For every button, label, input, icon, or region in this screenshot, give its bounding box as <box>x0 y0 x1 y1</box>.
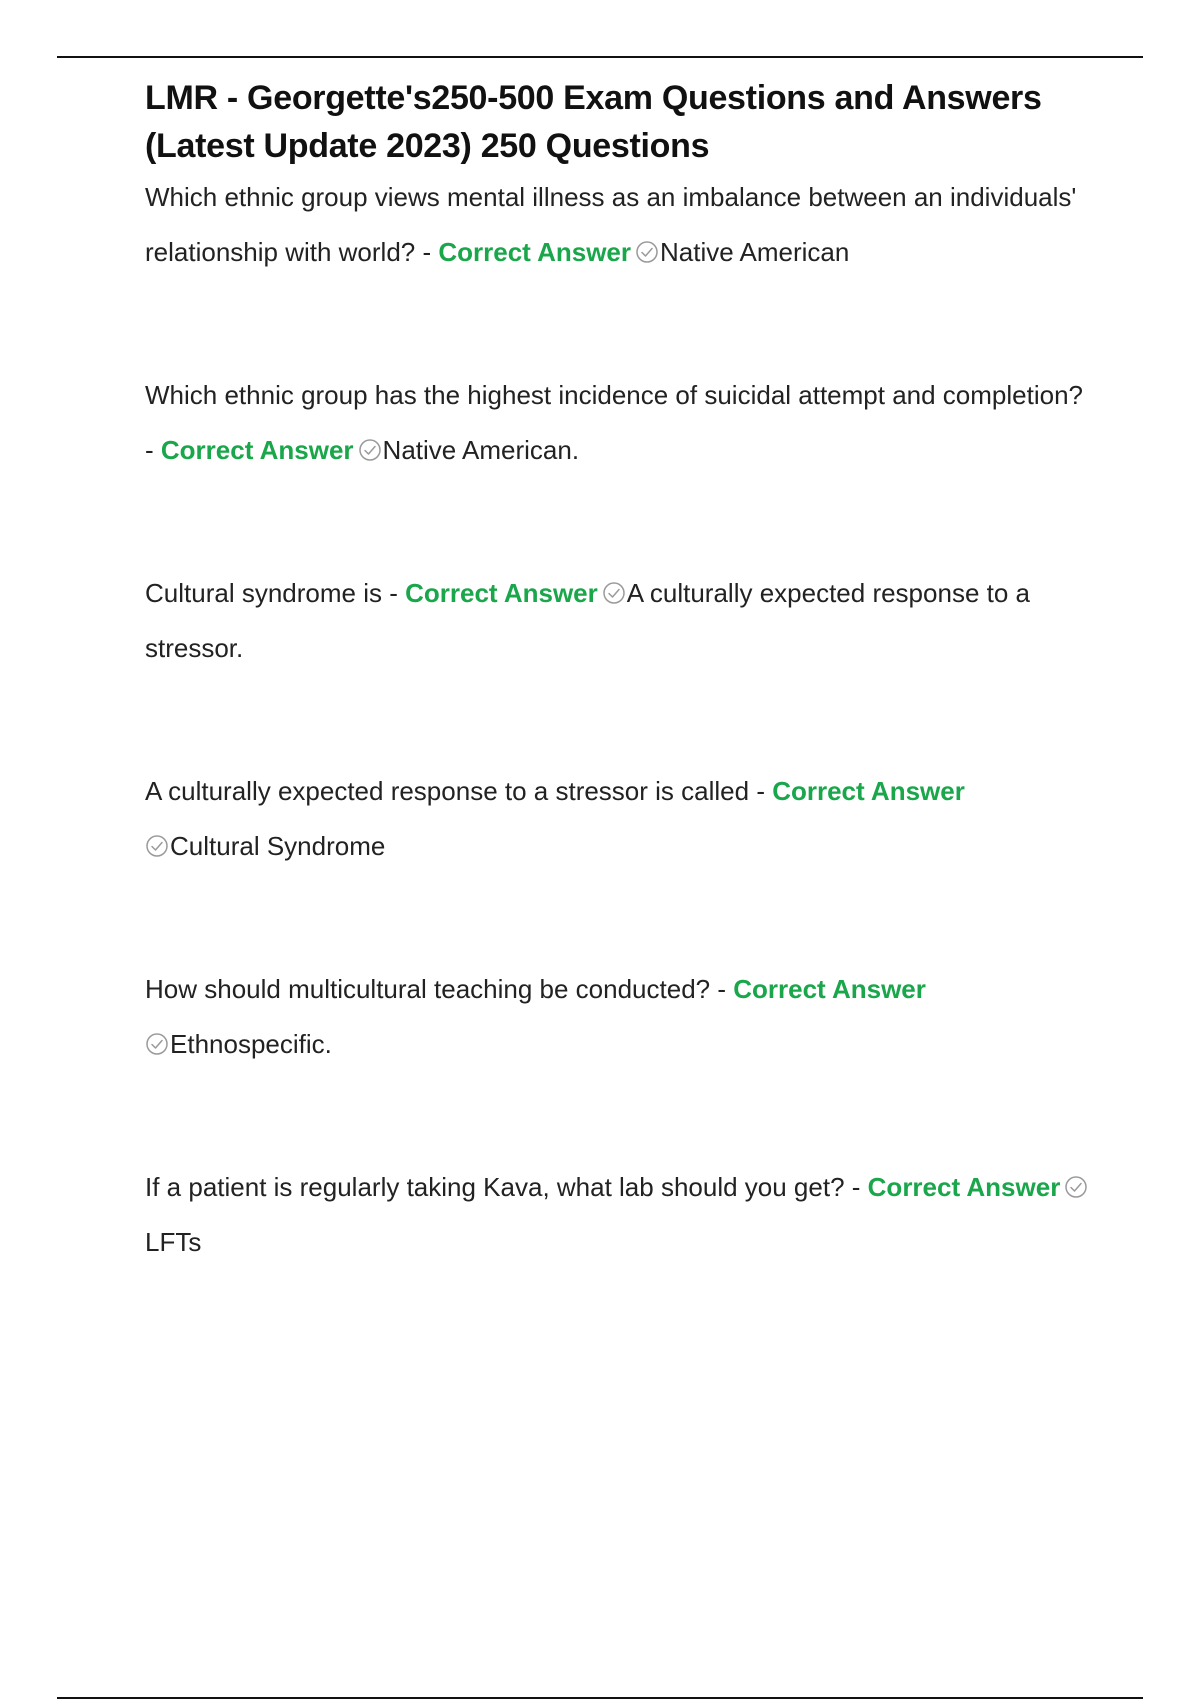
separator: - <box>710 974 734 1004</box>
question-text: Which ethnic group views mental illness as an imbalance between an individuals' relationship with world? <box>145 182 1077 267</box>
separator: - <box>145 435 161 465</box>
correct-answer-label: Correct Answer <box>405 578 598 608</box>
document-title: LMR - Georgette's250-500 Exam Questions and Answers (Latest Update 2023) 250 Questions <box>145 79 1042 165</box>
check-circle-icon <box>635 240 659 264</box>
answer-text: LFTs <box>145 1227 202 1257</box>
qa-item <box>145 170 1090 280</box>
separator: - <box>844 1172 868 1202</box>
check-circle-icon <box>602 581 626 605</box>
question-text: If a patient is regularly taking Kava, what lab should you get? <box>145 1172 845 1202</box>
qa-item <box>145 368 1090 478</box>
correct-answer-label: Correct Answer <box>867 1172 1061 1202</box>
answer-text: Cultural Syndrome <box>170 831 386 861</box>
answer-text: Native American. <box>382 435 580 465</box>
correct-answer-label: Correct Answer <box>772 776 965 806</box>
separator: - <box>749 776 773 806</box>
question-text: A culturally expected response to a stressor is called <box>145 776 750 806</box>
bottom-rule <box>57 1697 1143 1699</box>
separator: - <box>381 578 406 608</box>
top-rule <box>57 56 1143 58</box>
qa-item <box>145 962 1090 1072</box>
qa-item <box>145 764 1090 874</box>
question-text: Cultural syndrome is <box>145 578 382 608</box>
answer-text: Ethnospecific. <box>170 1029 332 1059</box>
document-body <box>145 74 1090 1270</box>
answer-text: A culturally expected response to a stressor. <box>145 578 1030 663</box>
separator: - <box>415 237 439 267</box>
correct-answer-label: Correct Answer <box>733 974 926 1004</box>
check-circle-icon <box>1064 1175 1088 1199</box>
question-text: Which ethnic group has the highest incidence of suicidal attempt and completion? <box>145 380 1084 410</box>
correct-answer-label: Correct Answer <box>438 237 632 267</box>
check-circle-icon <box>145 1032 169 1056</box>
qa-item <box>145 566 1090 676</box>
question-text: How should multicultural teaching be conducted? <box>145 974 711 1004</box>
check-circle-icon <box>145 834 169 858</box>
check-circle-icon <box>358 438 382 462</box>
qa-item <box>145 1160 1090 1270</box>
correct-answer-label: Correct Answer <box>160 435 354 465</box>
answer-text: Native American <box>660 237 850 267</box>
